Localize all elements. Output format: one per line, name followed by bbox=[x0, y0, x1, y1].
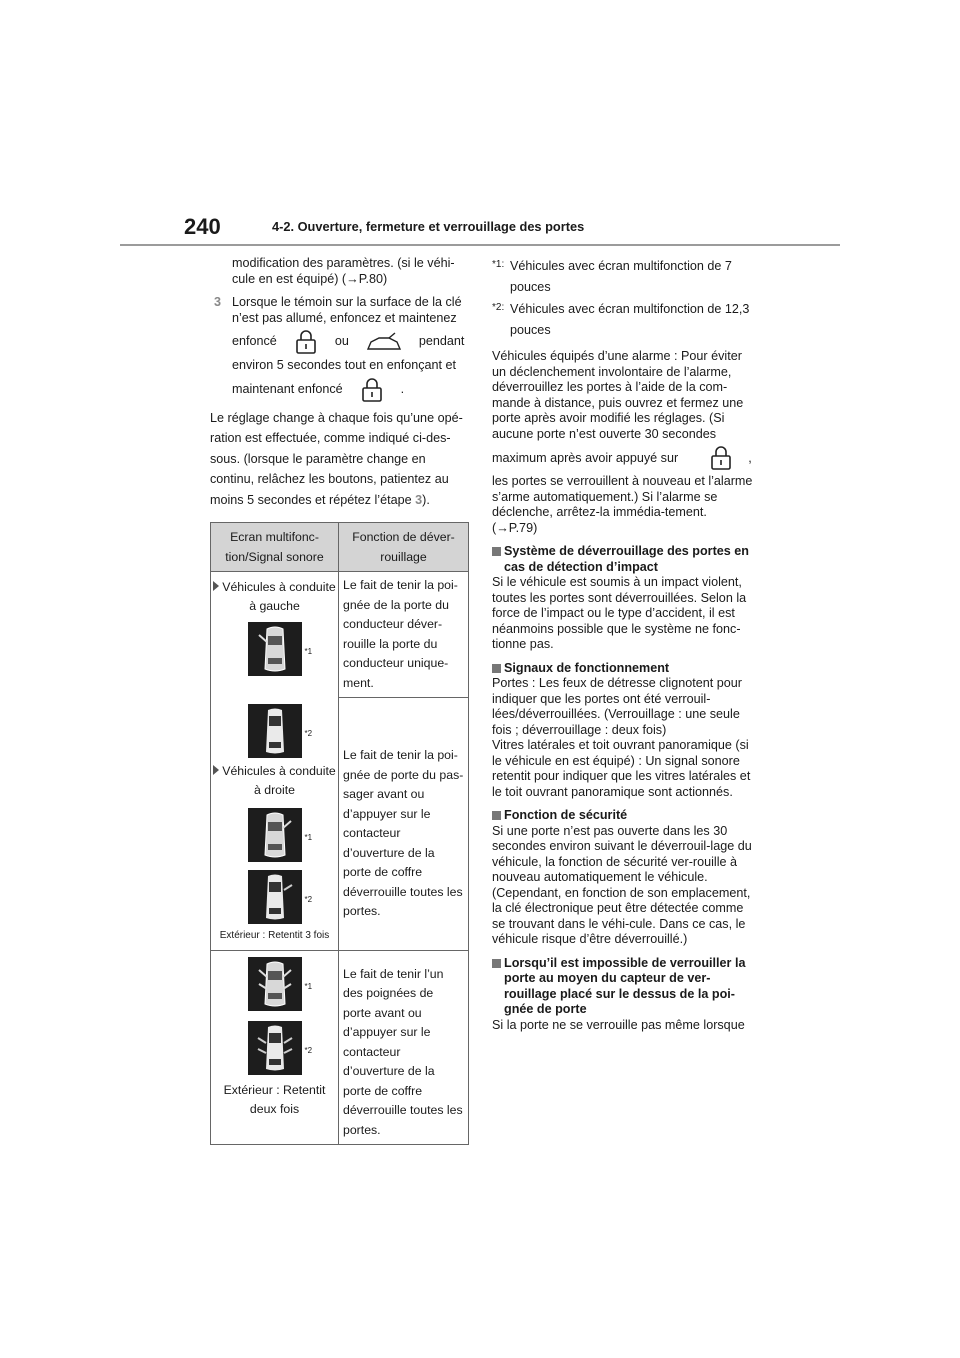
footnote-marker: *2 bbox=[304, 1045, 313, 1055]
lock-icon bbox=[293, 329, 319, 355]
alarm-icon-line bbox=[492, 442, 754, 474]
heading-signals: Signaux de fonctionnement bbox=[492, 661, 754, 677]
trunk-icon bbox=[365, 329, 403, 355]
intro-text: modification des paramètres. (si le véhi-cule en est équipé) (→P.80) bbox=[232, 256, 455, 286]
car-display-image-5 bbox=[248, 957, 313, 1011]
section-title: 4-2. Ouverture, fermeture et verrouillage des portes bbox=[272, 219, 585, 234]
car-display-image-2 bbox=[248, 704, 313, 758]
table-cell-all-function: Le fait de tenir l’un des poignées de porte avant ou d’appuyer sur le contacteur d’ouverture de la porte de coffre déverrouille toutes les portes. bbox=[339, 950, 469, 1145]
right-column bbox=[492, 256, 754, 1033]
change-paragraph-text: Le réglage change à chaque fois qu’une opé-ration est effectuée, comme indiqué ci-des-sous. (lorsque le paramètre change en continu, relâchez les boutons, patientez au moins 5 secondes et répétez l’étape bbox=[210, 410, 463, 507]
footnote-2-mark: *2: bbox=[492, 302, 505, 313]
footnote-marker: *1 bbox=[304, 832, 313, 842]
unlock-function-table bbox=[210, 522, 469, 1145]
footnote-marker: *1 bbox=[304, 647, 313, 656]
step-3-icon-line bbox=[232, 326, 472, 358]
lock-icon bbox=[359, 377, 385, 403]
step-number: 3 bbox=[214, 295, 222, 309]
table-cell-rhd bbox=[211, 698, 339, 951]
step-3-period: . bbox=[400, 381, 405, 396]
table-cell-all bbox=[211, 950, 339, 1145]
car-display-image-4 bbox=[248, 870, 313, 924]
alarm-paragraph-2: les portes se verrouillent à nouveau et l’alarme s’arme automatiquement.) Si l’alarme se déclenche, arrêtez-la immédia-tement. (→P.79) bbox=[492, 474, 753, 535]
security-text: Si une porte n’est pas ouverte dans les 30 secondes environ suivant le déverrouil-lage du véhicule, la fonction de sécurité ver-rouille à nouveau automatiquement le véhicule. (Cependant, en fonction de son emplacement, la clé électronique peut être détectée comme se trouvant dans le véhi-cule. Dans ce cas, le véhicule risque d’être déverrouillé.) bbox=[492, 823, 752, 946]
step-3-text-a: Lorsque le témoin sur la surface de la clé n’est pas allumé, enfoncez et maintenez bbox=[232, 295, 462, 325]
lhd-label: Véhicules à conduite à gauche bbox=[222, 580, 336, 613]
car-top-view-icon bbox=[248, 870, 302, 924]
alarm-max-text: maximum après avoir appuyé sur bbox=[492, 450, 679, 465]
alarm-comma: , bbox=[748, 450, 752, 465]
car-top-view-icon bbox=[248, 957, 302, 1011]
change-paragraph bbox=[210, 408, 472, 511]
heading-impact: Système de déverrouillage des portes en cas de détection d’impact bbox=[492, 544, 754, 575]
triangle-marker-icon bbox=[213, 765, 219, 775]
lock-sensor-text: Si la porte ne se verrouille pas même lorsque bbox=[492, 1017, 745, 1032]
heading-lock-sensor: Lorsqu’il est impossible de verrouiller la porte au moyen du capteur de ver-rouillage placé sur le dessus de la poi-gnée de porte bbox=[492, 956, 754, 1018]
table-row bbox=[211, 950, 469, 1145]
footnote-1 bbox=[492, 256, 754, 298]
header-divider bbox=[120, 244, 840, 246]
change-paragraph-end: ). bbox=[422, 492, 430, 507]
table-row bbox=[211, 572, 469, 698]
rhd-signal-text: Extérieur : Retentit 3 fois bbox=[219, 929, 330, 941]
car-display-image-1 bbox=[248, 622, 313, 676]
heading-security: Fonction de sécurité bbox=[492, 808, 754, 824]
car-top-view-icon bbox=[248, 704, 302, 758]
signals-doors-text: Portes : Les feux de détresse clignotent pour indiquer que les portes ont été verrouil-lées/déverrouillées. (Verrouillage : une seule fois ; déverrouillage : deux fois) bbox=[492, 676, 742, 737]
car-display-image-6 bbox=[248, 1021, 313, 1075]
table-header-function: Fonction de déver-rouillage bbox=[339, 523, 469, 572]
footnote-1-text: Véhicules avec écran multifonction de 7 pouces bbox=[510, 259, 732, 294]
signals-windows-text: Vitres latérales et toit ouvrant panoramique (si le véhicule en est équipé) : Un signal sonore retentit pour indiquer que les vitres latérales et le toit ouvrant panoramique sont actionnés. bbox=[492, 738, 751, 799]
footnote-marker: *1 bbox=[304, 981, 313, 991]
left-column bbox=[210, 256, 472, 1145]
all-signal-text: Extérieur : Retentit deux fois bbox=[223, 1082, 326, 1116]
step-ref: 3 bbox=[415, 492, 423, 507]
table-cell-lhd bbox=[211, 572, 339, 698]
footnote-2 bbox=[492, 299, 754, 341]
car-top-view-icon bbox=[248, 1021, 302, 1075]
table-cell-rhd-function: Le fait de tenir la poi-gnée de porte du pas-sager avant ou d’appuyer sur le contacteur d’ouverture de la porte de coffre déverrouille toutes les portes. bbox=[339, 698, 469, 951]
lock-icon bbox=[708, 445, 734, 471]
impact-text: Si le véhicule est soumis à un impact violent, toutes les portes sont déverrouillées. Selon la force de l’impact ou le type d’accident, il est néanmoins possible que le système ne fonc-tionne pas. bbox=[492, 575, 747, 651]
step-3-maintenant: maintenant enfoncé bbox=[232, 381, 343, 396]
footnote-marker: *2 bbox=[304, 728, 313, 738]
rhd-label: Véhicules à conduite à droite bbox=[222, 763, 336, 797]
step-3-ou: ou bbox=[334, 334, 349, 349]
step-3-text-b: environ 5 secondes tout en enfonçant et bbox=[232, 358, 457, 372]
footnote-2-text: Véhicules avec écran multifonction de 12,3 pouces bbox=[510, 302, 750, 337]
table-row bbox=[211, 698, 469, 951]
table-cell-lhd-function: Le fait de tenir la poi-gnée de la porte du conducteur déver-rouille la porte du conducteur unique-ment. bbox=[339, 572, 469, 698]
alarm-paragraph: Véhicules équipés d’une alarme : Pour éviter un déclenchement involontaire de l’alarme, déverrouillez les portes à l’aide de la com-mande à distance, puis ouvrez et fermez une porte après avoir modifié les réglages. (Si aucune porte n’est ouverte 30 secondes bbox=[492, 349, 744, 441]
step-3-icon-line-2 bbox=[232, 374, 472, 406]
step-3-pendant: pendant bbox=[418, 334, 465, 349]
step-3 bbox=[210, 295, 472, 406]
footnote-1-mark: *1: bbox=[492, 259, 505, 270]
step-3-enfonce: enfoncé bbox=[232, 334, 277, 349]
car-top-view-icon bbox=[248, 622, 302, 676]
page-number: 240 bbox=[184, 214, 221, 239]
table-header-display: Ecran multifonc-tion/Signal sonore bbox=[211, 523, 339, 572]
triangle-marker-icon bbox=[213, 581, 219, 591]
car-display-image-3 bbox=[248, 808, 313, 862]
footnote-marker: *2 bbox=[304, 894, 313, 904]
car-top-view-icon bbox=[248, 808, 302, 862]
